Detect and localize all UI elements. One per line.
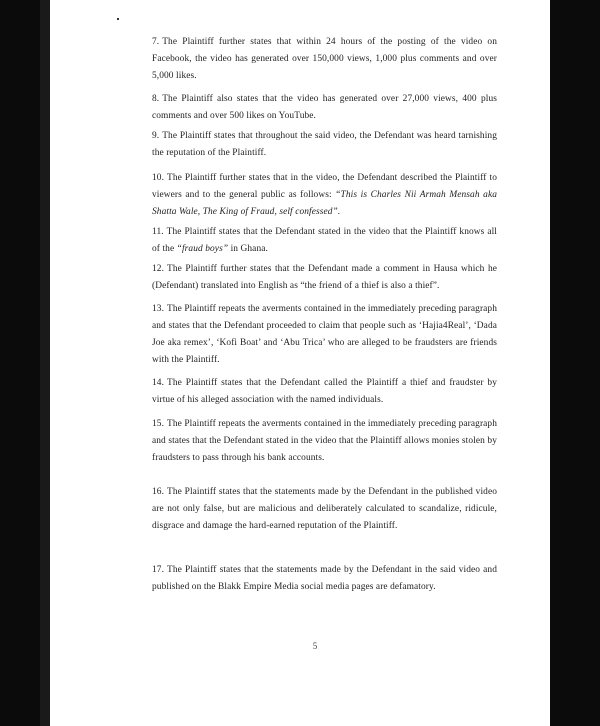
paragraph-16 xyxy=(152,484,497,535)
paragraph-text: The Plaintiff states that throughout the said video, the Defendant was heard tarnishing the reputation of the Plaintiff. xyxy=(152,131,497,158)
paragraph-text-end: in Ghana. xyxy=(228,244,268,254)
paragraph-number: 17. xyxy=(152,565,165,575)
paragraph-9 xyxy=(152,128,497,162)
paragraph-text: The Plaintiff further states that within 24 hours of the posting of the video on Facebook, the video has generated over 150,000 views, 1,000 plus comments and over 5,000 likes. xyxy=(152,37,497,81)
paragraph-quote: “fraud boys” xyxy=(176,244,229,254)
paragraph-number: 10. xyxy=(152,173,165,183)
paragraph-text: The Plaintiff states that the statements made by the Defendant in the said video and published on the Blakk Empire Media social media pages are defamatory. xyxy=(152,565,497,592)
paragraph-number: 9. xyxy=(152,131,160,141)
paragraph-8 xyxy=(152,91,497,125)
paragraph-text: The Plaintiff states that the Defendant stated in the video that the Plaintiff knows all of the xyxy=(152,227,497,254)
paragraph-number: 14. xyxy=(152,378,165,388)
paragraph-number: 11. xyxy=(152,227,164,237)
paragraph-14 xyxy=(152,375,497,409)
paragraph-quote: “This is Charles Nii Armah Mensah aka Shatta Wale, The King of Fraud, self confessed”. xyxy=(152,190,498,217)
paragraph-text: The Plaintiff repeats the averments contained in the immediately preceding paragraph and states that the Defendant proceeded to claim that people such as ‘Hajia4Real’, ‘Dada Joe aka remex’, ‘Kofi Boat’ and ‘Abu Trica’ who are alleged to be fraudsters are friends with the Plaintiff. xyxy=(152,304,498,365)
page-shadow-edge xyxy=(40,0,50,726)
paragraph-number: 7. xyxy=(152,37,160,47)
paragraph-text: The Plaintiff states that the statements made by the Defendant in the published video are not only false, but are malicious and deliberately calculated to scandalize, ridicule, disgrace and damage the hard-earned reputation of the Plaintiff. xyxy=(152,487,497,531)
scan-speck xyxy=(117,18,119,20)
paragraph-11 xyxy=(152,224,497,258)
paragraph-number: 15. xyxy=(152,419,165,429)
paragraph-10 xyxy=(152,170,497,221)
paragraph-text: The Plaintiff further states that in the video, the Defendant described the Plaintiff to viewers and to the general public as follows: xyxy=(152,173,497,200)
paragraph-15 xyxy=(152,416,497,467)
paragraph-text: The Plaintiff also states that the video has generated over 27,000 views, 400 plus comments and over 500 likes on YouTube. xyxy=(152,94,497,121)
paragraph-number: 8. xyxy=(152,94,160,104)
paragraph-number: 16. xyxy=(152,487,165,497)
paragraph-number: 13. xyxy=(152,304,165,314)
paragraph-text: The Plaintiff states that the Defendant called the Plaintiff a thief and fraudster by virtue of his alleged association with the named individuals. xyxy=(152,378,497,405)
page-number: 5 xyxy=(312,641,318,651)
paragraph-7 xyxy=(152,34,497,85)
paragraph-text: The Plaintiff repeats the averments contained in the immediately preceding paragraph and states that the Defendant stated in the video that the Plaintiff allows monies stolen by fraudsters to pass through his bank accounts. xyxy=(152,419,498,463)
paragraph-17 xyxy=(152,562,497,596)
paragraph-text: The Plaintiff further states that the Defendant made a comment in Hausa which he (Defendant) translated into English as “the friend of a thief is also a thief”. xyxy=(152,264,497,291)
paragraph-13 xyxy=(152,301,497,369)
paragraph-number: 12. xyxy=(152,264,165,274)
paragraph-12 xyxy=(152,261,497,295)
